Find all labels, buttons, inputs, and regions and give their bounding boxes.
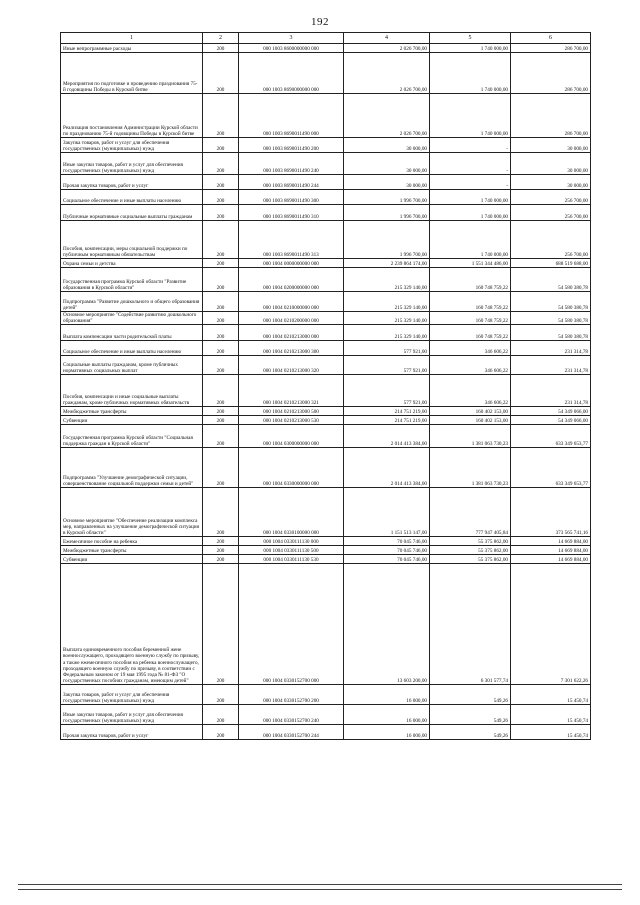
- row-name: Социальное обеспечение и иные выплаты населению: [61, 190, 203, 205]
- row-kbk: 000 1003 8690011490 240: [239, 153, 344, 175]
- row-name: Охрана семьи и детства: [61, 259, 203, 268]
- row-value-6: 54 349 066,00: [511, 416, 591, 425]
- row-code: 200: [203, 175, 239, 190]
- table-row: [61, 205, 591, 221]
- row-value-4: 30 000,00: [344, 175, 430, 190]
- row-name: Выплата единовременного пособия беременной жене военнослужащего, проходящего военную службу по призыву, а также ежемесячного пособия на ребенка военнослужащего, проходящего военную службу по призыву, в соответствии с Федеральным законом от 19 мая 1995 года № 81-ФЗ "О государственных пособиях гражданам, имеющим детей": [61, 564, 203, 685]
- row-value-4: 215 329 140,00: [344, 325, 430, 341]
- row-code: 200: [203, 190, 239, 205]
- row-kbk: 000 1004 0210213000 321: [239, 375, 344, 407]
- row-name: Иные закупки товаров, работ и услуг для обеспечения государственных (муниципальных) нужд: [61, 153, 203, 175]
- row-value-6: 256 700,00: [511, 205, 591, 221]
- header-col-2: 2: [203, 33, 239, 44]
- row-value-4: 16 000,00: [344, 705, 430, 725]
- row-kbk: 000 1004 0330152700 240: [239, 705, 344, 725]
- row-value-5: 346 606,22: [430, 375, 511, 407]
- row-value-5: 1 740 000,00: [430, 44, 511, 53]
- row-kbk: 000 1004 0210213000 300: [239, 341, 344, 356]
- table-row: [61, 537, 591, 546]
- table-row: [61, 175, 591, 190]
- row-kbk: 000 1003 8690011490 200: [239, 138, 344, 153]
- row-value-5: 1 381 063 730,23: [430, 425, 511, 448]
- row-kbk: 000 1004 0210213000 320: [239, 356, 344, 375]
- table-row: [61, 725, 591, 740]
- row-value-4: 1 151 513 147,00: [344, 488, 430, 537]
- row-value-5: 160 402 153,00: [430, 416, 511, 425]
- row-kbk: 000 1004 0210200000 000: [239, 312, 344, 325]
- row-value-5: 55 375 862,00: [430, 546, 511, 555]
- row-kbk: 000 1003 8600000000 000: [239, 44, 344, 53]
- row-value-6: 14 669 884,00: [511, 537, 591, 546]
- row-value-5: 160 748 759,22: [430, 325, 511, 341]
- row-name: Межбюджетные трансферты: [61, 407, 203, 416]
- row-value-4: 30 000,00: [344, 138, 430, 153]
- row-code: 200: [203, 341, 239, 356]
- row-code: 200: [203, 356, 239, 375]
- table-row: [61, 325, 591, 341]
- row-value-4: 214 751 219,00: [344, 407, 430, 416]
- header-col-6: 6: [511, 33, 591, 44]
- header-col-3: 3: [239, 33, 344, 44]
- row-code: 200: [203, 292, 239, 312]
- row-value-6: 7 301 622,26: [511, 564, 591, 685]
- row-value-6: 54 580 380,78: [511, 325, 591, 341]
- row-value-6: 54 580 380,78: [511, 292, 591, 312]
- row-value-4: 215 329 140,00: [344, 312, 430, 325]
- header-col-4: 4: [344, 33, 430, 44]
- row-code: 200: [203, 725, 239, 740]
- row-name: Основное мероприятие "Содействие развитию дошкольного образования": [61, 312, 203, 325]
- row-value-5: 549,26: [430, 685, 511, 705]
- row-name: Закупка товаров, работ и услуг для обеспечения государственных (муниципальных) нужд: [61, 685, 203, 705]
- page-number: 192: [311, 16, 329, 28]
- row-kbk: 000 1004 0330111130 530: [239, 555, 344, 564]
- row-code: 200: [203, 546, 239, 555]
- row-kbk: 000 1004 0210000000 000: [239, 292, 344, 312]
- row-kbk: 000 1004 0330111130 500: [239, 546, 344, 555]
- row-value-6: 633 349 653,77: [511, 425, 591, 448]
- row-value-6: 231 314,78: [511, 375, 591, 407]
- row-value-6: 286 700,00: [511, 94, 591, 138]
- table-row: [61, 221, 591, 259]
- table-row: [61, 448, 591, 488]
- table-header-row: [61, 33, 591, 44]
- row-value-6: 688 519 688,00: [511, 259, 591, 268]
- row-name: Государственная программа Курской области "Развитие образования в Курской области": [61, 268, 203, 292]
- row-value-6: 54 349 066,00: [511, 407, 591, 416]
- row-value-6: 286 700,00: [511, 44, 591, 53]
- row-value-6: 15 450,74: [511, 725, 591, 740]
- row-code: 200: [203, 53, 239, 94]
- row-code: 200: [203, 44, 239, 53]
- row-value-4: 215 329 140,00: [344, 268, 430, 292]
- row-code: 200: [203, 407, 239, 416]
- row-value-5: 160 748 759,22: [430, 312, 511, 325]
- row-value-5: 777 947 405,84: [430, 488, 511, 537]
- row-value-4: 577 921,00: [344, 356, 430, 375]
- table-row: [61, 546, 591, 555]
- row-value-4: 13 603 200,00: [344, 564, 430, 685]
- row-value-4: 16 000,00: [344, 725, 430, 740]
- row-value-5: 346 606,22: [430, 356, 511, 375]
- row-value-4: 214 751 219,00: [344, 416, 430, 425]
- row-value-6: 30 000,00: [511, 175, 591, 190]
- row-value-4: 1 996 700,00: [344, 221, 430, 259]
- row-kbk: 000 1004 0210213000 500: [239, 407, 344, 416]
- table-row: [61, 488, 591, 537]
- row-name: Прочая закупка товаров, работ и услуг: [61, 725, 203, 740]
- row-value-4: 2 026 700,00: [344, 53, 430, 94]
- row-code: 200: [203, 153, 239, 175]
- row-code: 200: [203, 705, 239, 725]
- row-value-6: 286 700,00: [511, 53, 591, 94]
- bottom-rule: [18, 884, 622, 885]
- row-kbk: 000 1003 8690011490 244: [239, 175, 344, 190]
- table-row: [61, 292, 591, 312]
- row-name: Пособия, компенсации и иные социальные выплаты гражданам, кроме публичных нормативных обязательств: [61, 375, 203, 407]
- row-name: Пособия, компенсации, меры социальной поддержки по публичным нормативным обязательствам: [61, 221, 203, 259]
- row-kbk: 000 1004 0300000000 000: [239, 425, 344, 448]
- table-row: [61, 44, 591, 53]
- row-value-4: 215 329 140,00: [344, 292, 430, 312]
- row-name: Социальное обеспечение и иные выплаты населению: [61, 341, 203, 356]
- row-value-5: -: [430, 175, 511, 190]
- table-row: [61, 356, 591, 375]
- table-row: [61, 375, 591, 407]
- row-name: Прочая закупка товаров, работ и услуг: [61, 175, 203, 190]
- row-code: 200: [203, 375, 239, 407]
- row-kbk: 000 1004 0330100000 000: [239, 488, 344, 537]
- row-name: Социальные выплаты гражданам, кроме публичных нормативных социальных выплат: [61, 356, 203, 375]
- row-name: Ежемесячное пособие на ребенка: [61, 537, 203, 546]
- table-row: [61, 53, 591, 94]
- table-row: [61, 685, 591, 705]
- row-code: 200: [203, 488, 239, 537]
- row-kbk: 000 1004 0330000000 000: [239, 448, 344, 488]
- row-value-6: 256 700,00: [511, 221, 591, 259]
- row-code: 200: [203, 312, 239, 325]
- row-name: Выплата компенсации части родительской платы: [61, 325, 203, 341]
- row-value-6: 373 565 741,16: [511, 488, 591, 537]
- row-value-4: 2 014 413 384,00: [344, 448, 430, 488]
- row-code: 200: [203, 94, 239, 138]
- row-value-6: 15 450,74: [511, 685, 591, 705]
- row-code: 200: [203, 416, 239, 425]
- row-name: Иные закупки товаров, работ и услуг для обеспечения государственных (муниципальных) нужд: [61, 705, 203, 725]
- row-value-6: 54 580 380,78: [511, 312, 591, 325]
- row-kbk: 000 1003 8690011490 310: [239, 205, 344, 221]
- row-value-5: 549,26: [430, 725, 511, 740]
- row-value-4: 2 014 413 384,00: [344, 425, 430, 448]
- table-row: [61, 555, 591, 564]
- row-value-6: 30 000,00: [511, 138, 591, 153]
- row-name: Субвенции: [61, 416, 203, 425]
- row-kbk: 000 1004 0330111130 000: [239, 537, 344, 546]
- row-value-6: 14 669 884,00: [511, 546, 591, 555]
- row-value-5: 160 402 153,00: [430, 407, 511, 416]
- table-row: [61, 705, 591, 725]
- row-value-4: 577 921,00: [344, 341, 430, 356]
- bottom-rule-2: [18, 889, 622, 890]
- row-value-4: 30 000,00: [344, 153, 430, 175]
- row-code: 200: [203, 564, 239, 685]
- row-value-5: -: [430, 153, 511, 175]
- row-kbk: 000 1004 0210213000 530: [239, 416, 344, 425]
- row-value-6: 15 450,74: [511, 705, 591, 725]
- row-code: 200: [203, 138, 239, 153]
- row-name: Реализация постановления Администрации Курской области по празднованию 75-й годовщины Победы в Курской битве: [61, 94, 203, 138]
- row-value-5: 346 606,22: [430, 341, 511, 356]
- row-name: Иные непрограммные расходы: [61, 44, 203, 53]
- table-row: [61, 312, 591, 325]
- table-row: [61, 564, 591, 685]
- row-name: Подпрограмма "Развитие дошкольного и общего образования детей": [61, 292, 203, 312]
- row-value-5: 55 375 862,00: [430, 537, 511, 546]
- row-name: Публичные нормативные социальные выплаты гражданам: [61, 205, 203, 221]
- row-code: 200: [203, 537, 239, 546]
- row-name: Подпрограмма "Улучшение демографической ситуации, совершенствование социальной поддержки семьи и детей": [61, 448, 203, 488]
- row-value-6: 231 314,78: [511, 356, 591, 375]
- row-value-6: 54 580 380,78: [511, 268, 591, 292]
- table-row: [61, 416, 591, 425]
- row-value-6: 633 349 653,77: [511, 448, 591, 488]
- header-col-1: 1: [61, 33, 203, 44]
- row-code: 200: [203, 325, 239, 341]
- row-kbk: 000 1003 8690011490 313: [239, 221, 344, 259]
- row-kbk: 000 1004 0000000000 000: [239, 259, 344, 268]
- row-value-6: 14 669 884,00: [511, 555, 591, 564]
- row-name: Мероприятия по подготовке и проведению празднования 75-й годовщины Победы в Курской битве: [61, 53, 203, 94]
- row-value-5: 1 551 344 486,00: [430, 259, 511, 268]
- row-value-4: 70 045 746,00: [344, 537, 430, 546]
- row-code: 200: [203, 268, 239, 292]
- row-kbk: 000 1003 8690011490 000: [239, 94, 344, 138]
- row-code: 200: [203, 425, 239, 448]
- row-value-5: 1 740 000,00: [430, 53, 511, 94]
- row-value-5: -: [430, 138, 511, 153]
- table-row: [61, 268, 591, 292]
- row-value-5: 1 381 063 730,23: [430, 448, 511, 488]
- row-value-4: 70 045 746,00: [344, 555, 430, 564]
- table-row: [61, 94, 591, 138]
- row-value-5: 1 740 000,00: [430, 94, 511, 138]
- row-value-4: 2 026 700,00: [344, 44, 430, 53]
- row-value-5: 6 301 577,74: [430, 564, 511, 685]
- row-name: Межбюджетные трансферты: [61, 546, 203, 555]
- row-name: Закупка товаров, работ и услуг для обеспечения государственных (муниципальных) нужд: [61, 138, 203, 153]
- table-row: [61, 190, 591, 205]
- row-value-5: 55 375 862,00: [430, 555, 511, 564]
- row-code: 200: [203, 205, 239, 221]
- row-kbk: 000 1003 8690000000 000: [239, 53, 344, 94]
- row-kbk: 000 1004 0330152700 000: [239, 564, 344, 685]
- row-value-4: 577 921,00: [344, 375, 430, 407]
- row-kbk: 000 1004 0210213000 000: [239, 325, 344, 341]
- header-col-5: 5: [430, 33, 511, 44]
- table-row: [61, 259, 591, 268]
- row-code: 200: [203, 221, 239, 259]
- table-row: [61, 407, 591, 416]
- row-value-5: 1 740 000,00: [430, 190, 511, 205]
- row-value-6: 231 314,78: [511, 341, 591, 356]
- row-value-5: 1 740 000,00: [430, 205, 511, 221]
- row-name: Основное мероприятие "Обеспечение реализации комплекса мер, направленных на улучшение демографической ситуации в Курской области": [61, 488, 203, 537]
- row-code: 200: [203, 448, 239, 488]
- row-code: 200: [203, 259, 239, 268]
- row-value-4: 70 045 746,00: [344, 546, 430, 555]
- row-code: 200: [203, 685, 239, 705]
- row-value-5: 160 748 759,22: [430, 292, 511, 312]
- row-kbk: 000 1004 0200000000 000: [239, 268, 344, 292]
- row-value-5: 549,26: [430, 705, 511, 725]
- table-row: [61, 341, 591, 356]
- row-value-4: 2 239 864 174,00: [344, 259, 430, 268]
- row-value-4: 2 026 700,00: [344, 94, 430, 138]
- row-value-4: 1 996 700,00: [344, 190, 430, 205]
- row-kbk: 000 1004 0330152700 200: [239, 685, 344, 705]
- budget-table: [60, 32, 591, 740]
- row-value-6: 256 700,00: [511, 190, 591, 205]
- row-kbk: 000 1003 8690011490 300: [239, 190, 344, 205]
- row-code: 200: [203, 555, 239, 564]
- table-row: [61, 425, 591, 448]
- row-value-5: 1 740 000,00: [430, 221, 511, 259]
- row-name: Субвенции: [61, 555, 203, 564]
- row-kbk: 000 1004 0330152700 244: [239, 725, 344, 740]
- table-row: [61, 138, 591, 153]
- table-row: [61, 153, 591, 175]
- row-value-4: 16 000,00: [344, 685, 430, 705]
- row-name: Государственная программа Курской области "Социальная поддержка граждан в Курской области": [61, 425, 203, 448]
- row-value-5: 160 748 759,22: [430, 268, 511, 292]
- row-value-6: 30 000,00: [511, 153, 591, 175]
- row-value-4: 1 996 700,00: [344, 205, 430, 221]
